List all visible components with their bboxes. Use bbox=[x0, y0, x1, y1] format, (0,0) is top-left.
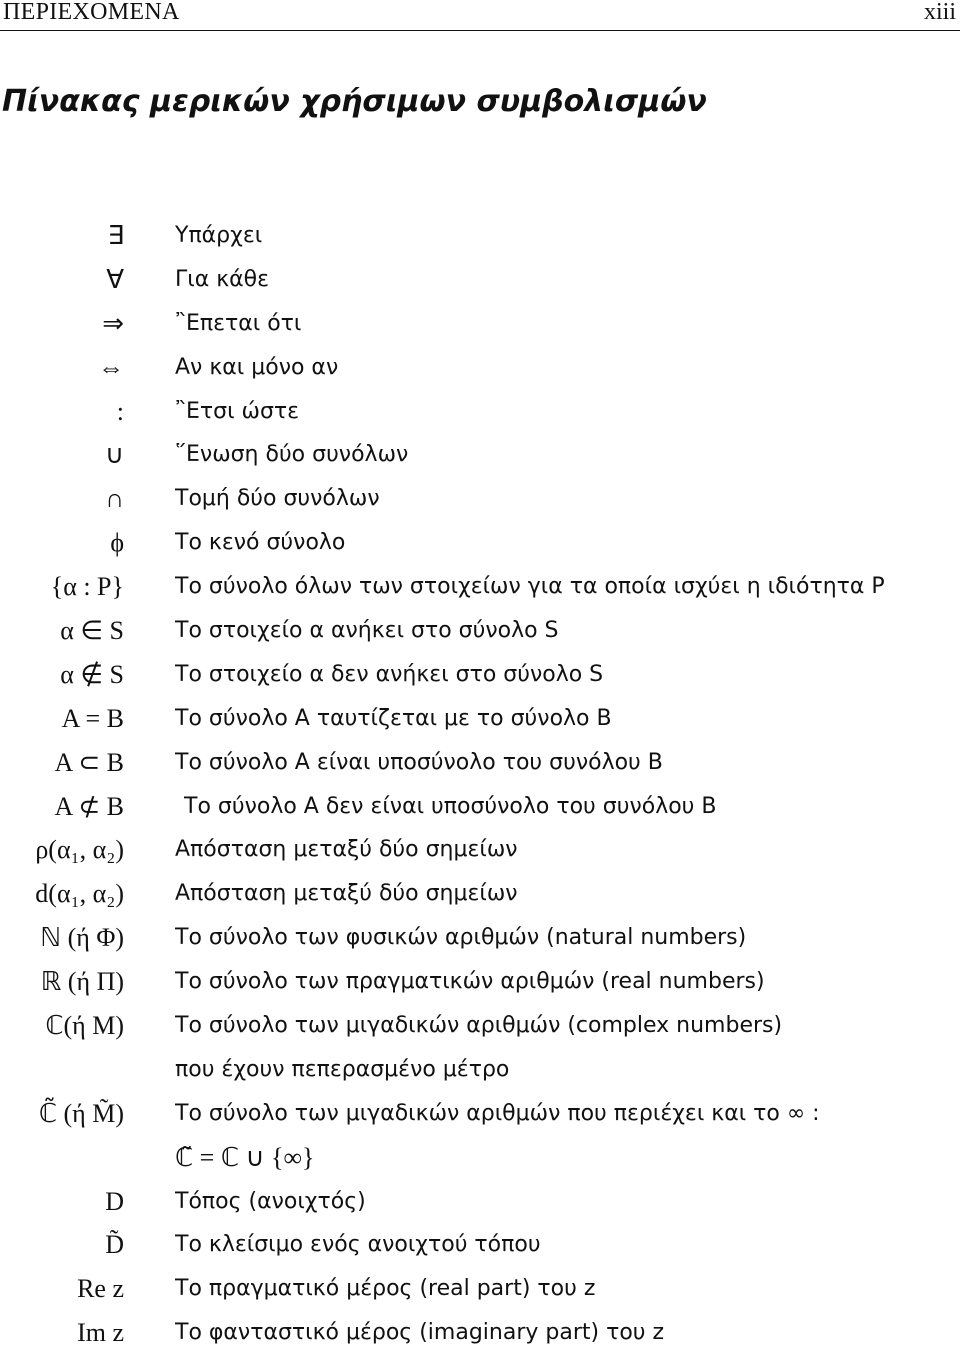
symbol-cell: ℂ̃ (ή M̃) bbox=[38, 1098, 124, 1128]
table-row bbox=[0, 1267, 960, 1311]
description-cell: Το σύνολο A δεν είναι υποσύνολο του συνόλου B bbox=[184, 793, 717, 819]
table-row bbox=[0, 741, 960, 785]
description-cell: ῞Ενωση δύο συνόλων bbox=[175, 442, 409, 468]
description-cell: Το κλείσιμο ενός ανοιχτού τόπου bbox=[175, 1232, 541, 1258]
description-cell: Το πραγματικό μέρος (real part) του z bbox=[175, 1276, 596, 1302]
table-row bbox=[0, 214, 960, 258]
symbol-cell: ∪ bbox=[104, 440, 124, 470]
description-cell: Απόσταση μεταξύ δύο σημείων bbox=[175, 837, 518, 863]
symbol-cell: : bbox=[116, 396, 124, 426]
symbol-cell: A ⊄ B bbox=[54, 791, 124, 821]
table-row bbox=[0, 390, 960, 434]
table-row bbox=[0, 785, 960, 829]
description-cell: Υπάρχει bbox=[175, 223, 263, 248]
symbol-cell: ϕ bbox=[110, 528, 124, 558]
page-number: xiii bbox=[923, 0, 956, 25]
symbol-cell: ℝ (ή Π) bbox=[40, 967, 124, 997]
table-row bbox=[0, 828, 960, 872]
symbol-cell: D bbox=[105, 1186, 124, 1216]
table-row bbox=[0, 1223, 960, 1267]
description-cell: Τομή δύο συνόλων bbox=[175, 486, 380, 512]
page-title: Πίνακας μερικών χρήσιμων συμβολισμών bbox=[2, 84, 707, 119]
symbol-cell: d(α₁, α₂) bbox=[35, 879, 124, 909]
description-cell: Το σύνολο A είναι υποσύνολο του συνόλου B bbox=[175, 749, 663, 775]
symbol-cell: α ∉ S bbox=[60, 659, 124, 689]
symbol-cell: Im z bbox=[77, 1318, 124, 1348]
table-row bbox=[0, 258, 960, 302]
description-cell: Αν και μόνο αν bbox=[175, 354, 339, 380]
table-row bbox=[0, 609, 960, 653]
table-row bbox=[0, 1092, 960, 1136]
symbol-cell: ∃ bbox=[107, 221, 124, 250]
table-row bbox=[0, 1004, 960, 1048]
table-row bbox=[0, 1311, 960, 1355]
symbol-cell: ∩ bbox=[105, 484, 124, 514]
table-row bbox=[0, 477, 960, 521]
page-header bbox=[0, 0, 960, 28]
description-cell: Το στοιχείο α δεν ανήκει στο σύνολο S bbox=[175, 661, 604, 687]
table-row bbox=[0, 521, 960, 565]
symbol-cell: A = B bbox=[61, 703, 124, 733]
symbol-cell: ⇔ bbox=[98, 352, 124, 382]
description-cell: ῍Ετσι ώστε bbox=[175, 398, 300, 424]
description-cell: Το φανταστικό μέρος (imaginary part) του z bbox=[175, 1320, 665, 1346]
table-row bbox=[0, 916, 960, 960]
table-row bbox=[0, 1048, 960, 1092]
table-row bbox=[0, 653, 960, 697]
table-row bbox=[0, 697, 960, 741]
symbol-cell: {α : P} bbox=[50, 572, 124, 602]
description-cell: που έχουν πεπερασμένο μέτρο bbox=[175, 1056, 510, 1082]
description-cell: Απόσταση μεταξύ δύο σημείων bbox=[175, 881, 518, 907]
symbol-cell: ρ(α₁, α₂) bbox=[35, 835, 124, 865]
symbol-cell: ∀ bbox=[106, 264, 124, 294]
symbol-cell: Re z bbox=[77, 1274, 124, 1304]
description-cell: Το σύνολο των φυσικών αριθμών (natural numbers) bbox=[175, 925, 747, 951]
notation-table bbox=[0, 214, 960, 1355]
description-cell: Τόπος (ανοιχτός) bbox=[175, 1188, 366, 1214]
symbol-cell: A ⊂ B bbox=[54, 747, 124, 777]
table-row bbox=[0, 872, 960, 916]
symbol-cell: ℕ (ή Φ) bbox=[40, 923, 124, 953]
table-row bbox=[0, 1136, 960, 1180]
description-cell: Το σύνολο των μιγαδικών αριθμών (complex numbers) bbox=[175, 1013, 783, 1039]
table-row bbox=[0, 565, 960, 609]
running-section-title: ΠΕΡΙΕΧΟΜΕΝΑ bbox=[3, 0, 180, 25]
table-row bbox=[0, 960, 960, 1004]
table-row bbox=[0, 433, 960, 477]
symbol-cell: D̃ bbox=[105, 1230, 124, 1260]
table-row bbox=[0, 302, 960, 346]
symbol-cell: ℂ(ή M) bbox=[45, 1011, 124, 1041]
symbol-cell: α ∈ S bbox=[60, 616, 124, 646]
description-cell: Το σύνολο των πραγματικών αριθμών (real numbers) bbox=[175, 969, 765, 995]
description-cell: Το σύνολο όλων των στοιχείων για τα οποία ισχύει η ιδιότητα P bbox=[175, 574, 885, 600]
table-row bbox=[0, 1180, 960, 1224]
description-cell: ℂ̃ = ℂ ∪ {∞} bbox=[175, 1142, 315, 1172]
description-cell: ῍Επεται ότι bbox=[175, 310, 302, 336]
header-divider bbox=[0, 30, 960, 31]
description-cell: Για κάθε bbox=[175, 266, 270, 292]
symbol-cell: ⇒ bbox=[102, 308, 124, 338]
table-row bbox=[0, 346, 960, 390]
description-cell: Το σύνολο των μιγαδικών αριθμών που περιέχει και το ∞ : bbox=[175, 1100, 820, 1126]
description-cell: Το στοιχείο α ανήκει στο σύνολο S bbox=[175, 618, 559, 644]
description-cell: Το κενό σύνολο bbox=[175, 530, 346, 556]
description-cell: Το σύνολο A ταυτίζεται με το σύνολο B bbox=[175, 705, 612, 731]
